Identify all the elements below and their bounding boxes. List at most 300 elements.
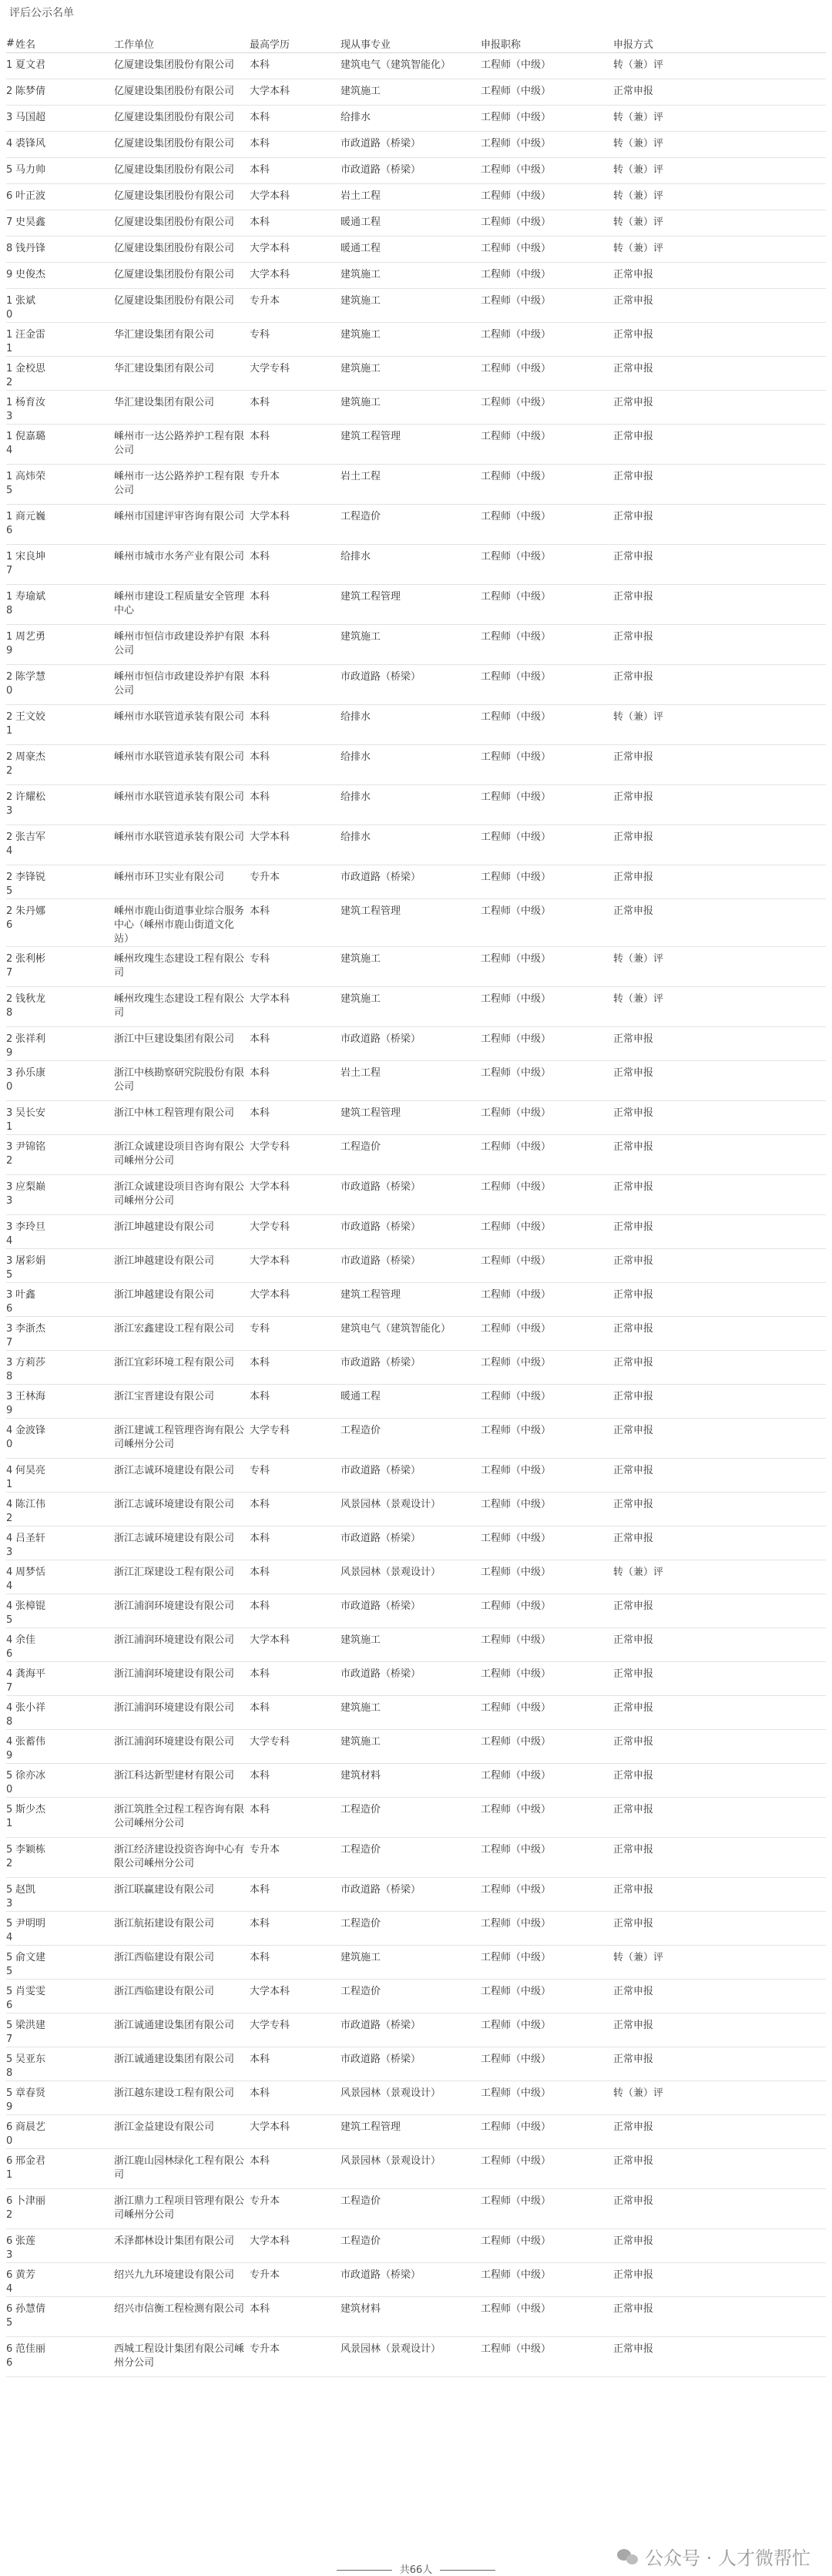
cell-employer: 亿厦建设集团股份有限公司 [114, 158, 250, 184]
cell-method: 正常申报 [613, 391, 826, 425]
cell-specialty: 建筑施工 [341, 79, 481, 106]
table-row [6, 1560, 826, 1594]
cell-name: 杨育汝 [15, 391, 114, 425]
table-row [6, 2297, 826, 2337]
table-row [6, 184, 826, 210]
cell-name: 尹锦铭 [15, 1135, 114, 1175]
cell-specialty: 暖通工程 [341, 237, 481, 263]
cell-specialty: 工程造价 [341, 2189, 481, 2229]
table-row [6, 665, 826, 705]
cell-employer: 浙江诚通建设集团有限公司 [114, 2047, 250, 2081]
cell-name: 吴长安 [15, 1101, 114, 1135]
cell-specialty: 市政道路（桥梁） [341, 1662, 481, 1696]
cell-education: 大学本科 [250, 2115, 341, 2149]
cell-title: 工程师（中级） [481, 2297, 613, 2337]
cell-name: 金波锋 [15, 1419, 114, 1459]
cell-method: 正常申报 [613, 357, 826, 391]
cell-specialty: 市政道路（桥梁） [341, 665, 481, 705]
cell-title: 工程师（中级） [481, 899, 613, 947]
cell-specialty: 给排水 [341, 545, 481, 585]
cell-method: 正常申报 [613, 865, 826, 899]
cell-employer: 浙江浦润环境建设有限公司 [114, 1594, 250, 1628]
cell-method: 正常申报 [613, 665, 826, 705]
cell-name: 高炜荣 [15, 465, 114, 505]
cell-name: 屠彩娟 [15, 1249, 114, 1283]
cell-number: 26 [6, 899, 15, 947]
cell-education: 本科 [250, 1351, 341, 1385]
cell-title: 工程师（中级） [481, 465, 613, 505]
table-row [6, 323, 826, 357]
cell-employer: 浙江航拓建设有限公司 [114, 1912, 250, 1946]
cell-number: 50 [6, 1764, 15, 1798]
cell-name: 马力帅 [15, 158, 114, 184]
cell-number: 3 [6, 106, 15, 132]
cell-specialty: 市政道路（桥梁） [341, 865, 481, 899]
cell-name: 何昊亮 [15, 1459, 114, 1493]
cell-method: 正常申报 [613, 785, 826, 825]
table-row [6, 2229, 826, 2263]
cell-title: 工程师（中级） [481, 1628, 613, 1662]
table-row [6, 2081, 826, 2115]
cell-employer: 浙江坤越建设有限公司 [114, 1215, 250, 1249]
cell-number: 42 [6, 1493, 15, 1526]
cell-specialty: 岩土工程 [341, 1061, 481, 1101]
cell-employer: 浙江宜彩环境工程有限公司 [114, 1351, 250, 1385]
cell-title: 工程师（中级） [481, 1730, 613, 1764]
cell-method: 转（兼）评 [613, 237, 826, 263]
cell-education: 本科 [250, 785, 341, 825]
cell-name: 商元巍 [15, 505, 114, 545]
cell-education: 大学专科 [250, 1730, 341, 1764]
cell-education: 本科 [250, 1878, 341, 1912]
table-row [6, 1459, 826, 1493]
cell-name: 周梦恬 [15, 1560, 114, 1594]
cell-specialty: 暖通工程 [341, 1385, 481, 1419]
table-row [6, 1385, 826, 1419]
cell-specialty: 建筑施工 [341, 625, 481, 665]
cell-title: 工程师（中级） [481, 825, 613, 865]
cell-specialty: 建筑施工 [341, 1946, 481, 1980]
cell-education: 专科 [250, 1459, 341, 1493]
cell-name: 龚海平 [15, 1662, 114, 1696]
cell-education: 本科 [250, 1798, 341, 1838]
cell-number: 52 [6, 1838, 15, 1878]
cell-employer: 浙江汇琛建设工程有限公司 [114, 1560, 250, 1594]
cell-name: 梁洪建 [15, 2013, 114, 2047]
cell-employer: 亿厦建设集团股份有限公司 [114, 132, 250, 158]
cell-employer: 浙江诚通建设集团有限公司 [114, 2013, 250, 2047]
cell-employer: 浙江建诚工程管理咨询有限公司嵊州分公司 [114, 1419, 250, 1459]
table-row [6, 825, 826, 865]
cell-education: 本科 [250, 132, 341, 158]
cell-method: 正常申报 [613, 505, 826, 545]
cell-employer: 浙江越东建设工程有限公司 [114, 2081, 250, 2115]
cell-method: 正常申报 [613, 1628, 826, 1662]
table-row [6, 237, 826, 263]
table-row [6, 1526, 826, 1560]
cell-method: 正常申报 [613, 1980, 826, 2013]
cell-number: 13 [6, 391, 15, 425]
cell-specialty: 工程造价 [341, 1912, 481, 1946]
cell-education: 大学本科 [250, 1980, 341, 2013]
cell-name: 张樟锟 [15, 1594, 114, 1628]
cell-number: 54 [6, 1912, 15, 1946]
table-row [6, 1419, 826, 1459]
wechat-watermark [617, 2543, 810, 2570]
cell-title: 工程师（中级） [481, 1838, 613, 1878]
cell-employer: 浙江众诚建设项目咨询有限公司嵊州分公司 [114, 1175, 250, 1215]
cell-employer: 浙江志诚环境建设有限公司 [114, 1493, 250, 1526]
cell-specialty: 岩土工程 [341, 184, 481, 210]
cell-name: 裘锋风 [15, 132, 114, 158]
total-count-label: 共66人 [399, 2564, 433, 2576]
cell-title: 工程师（中级） [481, 1526, 613, 1560]
cell-number: 45 [6, 1594, 15, 1628]
cell-employer: 亿厦建设集团股份有限公司 [114, 210, 250, 237]
cell-name: 徐亦冰 [15, 1764, 114, 1798]
cell-education: 本科 [250, 2149, 341, 2189]
cell-title: 工程师（中级） [481, 158, 613, 184]
cell-number: 2 [6, 79, 15, 106]
cell-method: 正常申报 [613, 1351, 826, 1385]
cell-method: 正常申报 [613, 625, 826, 665]
cell-name: 张小祥 [15, 1696, 114, 1730]
cell-education: 本科 [250, 2047, 341, 2081]
cell-specialty: 暖通工程 [341, 210, 481, 237]
cell-number: 48 [6, 1696, 15, 1730]
cell-method: 正常申报 [613, 2047, 826, 2081]
cell-number: 51 [6, 1798, 15, 1838]
cell-education: 本科 [250, 1526, 341, 1560]
cell-number: 59 [6, 2081, 15, 2115]
cell-specialty: 建筑电气（建筑智能化） [341, 1317, 481, 1351]
cell-employer: 浙江西临建设有限公司 [114, 1946, 250, 1980]
cell-name: 方莉莎 [15, 1351, 114, 1385]
cell-number: 14 [6, 425, 15, 465]
cell-number: 39 [6, 1385, 15, 1419]
cell-education: 本科 [250, 1946, 341, 1980]
cell-title: 工程师（中级） [481, 357, 613, 391]
cell-education: 本科 [250, 1385, 341, 1419]
cell-method: 正常申报 [613, 1027, 826, 1061]
cell-method: 正常申报 [613, 585, 826, 625]
cell-number: 31 [6, 1101, 15, 1135]
table-row [6, 505, 826, 545]
cell-education: 大学本科 [250, 1249, 341, 1283]
cell-name: 张蓄伟 [15, 1730, 114, 1764]
cell-specialty: 建筑施工 [341, 391, 481, 425]
cell-specialty: 工程造价 [341, 2229, 481, 2263]
cell-name: 朱丹娜 [15, 899, 114, 947]
column-header-employer: 工作单位 [114, 34, 250, 53]
cell-specialty: 工程造价 [341, 1980, 481, 2013]
cell-name: 吴亚东 [15, 2047, 114, 2081]
cell-method: 正常申报 [613, 1838, 826, 1878]
cell-specialty: 建筑施工 [341, 289, 481, 323]
cell-title: 工程师（中级） [481, 1175, 613, 1215]
cell-name: 钱秋龙 [15, 987, 114, 1027]
cell-education: 大学本科 [250, 1628, 341, 1662]
cell-number: 62 [6, 2189, 15, 2229]
cell-number: 66 [6, 2337, 15, 2377]
cell-method: 正常申报 [613, 825, 826, 865]
cell-number: 43 [6, 1526, 15, 1560]
cell-education: 专升本 [250, 289, 341, 323]
cell-employer: 亿厦建设集团股份有限公司 [114, 289, 250, 323]
cell-title: 工程师（中级） [481, 425, 613, 465]
table-row [6, 465, 826, 505]
cell-employer: 嵊州市水联管道承装有限公司 [114, 745, 250, 785]
cell-name: 陈江伟 [15, 1493, 114, 1526]
cell-title: 工程师（中级） [481, 106, 613, 132]
cell-specialty: 风景园林（景观设计） [341, 1493, 481, 1526]
table-row [6, 391, 826, 425]
table-row [6, 1283, 826, 1317]
cell-name: 马国超 [15, 106, 114, 132]
cell-name: 陈梦倩 [15, 79, 114, 106]
cell-number: 57 [6, 2013, 15, 2047]
cell-title: 工程师（中级） [481, 1061, 613, 1101]
table-row [6, 1249, 826, 1283]
cell-number: 64 [6, 2263, 15, 2297]
cell-employer: 嵊州市城市水务产业有限公司 [114, 545, 250, 585]
cell-method: 正常申报 [613, 1459, 826, 1493]
cell-title: 工程师（中级） [481, 545, 613, 585]
cell-education: 专科 [250, 323, 341, 357]
table-row [6, 705, 826, 745]
cell-employer: 浙江中林工程管理有限公司 [114, 1101, 250, 1135]
cell-method: 正常申报 [613, 1878, 826, 1912]
cell-number: 19 [6, 625, 15, 665]
cell-employer: 浙江志诚环境建设有限公司 [114, 1459, 250, 1493]
cell-education: 专科 [250, 1317, 341, 1351]
cell-title: 工程师（中级） [481, 79, 613, 106]
cell-employer: 嵊州市环卫实业有限公司 [114, 865, 250, 899]
cell-name: 李颖栋 [15, 1838, 114, 1878]
cell-method: 正常申报 [613, 1135, 826, 1175]
table-row [6, 2149, 826, 2189]
cell-method: 正常申报 [613, 745, 826, 785]
cell-method: 正常申报 [613, 899, 826, 947]
cell-specialty: 工程造价 [341, 1419, 481, 1459]
cell-number: 8 [6, 237, 15, 263]
cell-employer: 禾泽都林设计集团有限公司 [114, 2229, 250, 2263]
cell-employer: 浙江浦润环境建设有限公司 [114, 1628, 250, 1662]
table-row [6, 1101, 826, 1135]
cell-name: 金校思 [15, 357, 114, 391]
cell-number: 29 [6, 1027, 15, 1061]
cell-name: 俞文建 [15, 1946, 114, 1980]
cell-education: 大学本科 [250, 505, 341, 545]
cell-employer: 华汇建设集团有限公司 [114, 323, 250, 357]
cell-name: 周豪杰 [15, 745, 114, 785]
cell-name: 叶鑫 [15, 1283, 114, 1317]
cell-method: 正常申报 [613, 2263, 826, 2297]
cell-specialty: 给排水 [341, 825, 481, 865]
cell-education: 大学专科 [250, 357, 341, 391]
table-row [6, 1594, 826, 1628]
cell-specialty: 建筑工程管理 [341, 1101, 481, 1135]
cell-specialty: 建筑材料 [341, 1764, 481, 1798]
cell-number: 28 [6, 987, 15, 1027]
table-row [6, 625, 826, 665]
cell-title: 工程师（中级） [481, 1798, 613, 1838]
cell-employer: 华汇建设集团有限公司 [114, 357, 250, 391]
cell-number: 44 [6, 1560, 15, 1594]
cell-education: 专升本 [250, 865, 341, 899]
cell-number: 41 [6, 1459, 15, 1493]
table-row [6, 1838, 826, 1878]
cell-title: 工程师（中级） [481, 1317, 613, 1351]
cell-method: 正常申报 [613, 1594, 826, 1628]
cell-title: 工程师（中级） [481, 1662, 613, 1696]
cell-method: 正常申报 [613, 1662, 826, 1696]
cell-specialty: 市政道路（桥梁） [341, 1215, 481, 1249]
cell-specialty: 建筑施工 [341, 1696, 481, 1730]
column-header-title: 申报职称 [481, 34, 613, 53]
cell-method: 正常申报 [613, 1419, 826, 1459]
cell-name: 张吉军 [15, 825, 114, 865]
cell-number: 10 [6, 289, 15, 323]
cell-title: 工程师（中级） [481, 263, 613, 289]
cell-education: 大学本科 [250, 1175, 341, 1215]
cell-education: 本科 [250, 625, 341, 665]
table-row [6, 1215, 826, 1249]
cell-specialty: 给排水 [341, 106, 481, 132]
cell-number: 9 [6, 263, 15, 289]
cell-specialty: 建筑施工 [341, 263, 481, 289]
cell-specialty: 市政道路（桥梁） [341, 2013, 481, 2047]
cell-employer: 浙江金益建设有限公司 [114, 2115, 250, 2149]
cell-name: 斯少杰 [15, 1798, 114, 1838]
table-row [6, 1317, 826, 1351]
cell-employer: 浙江鹿山园林绿化工程有限公司 [114, 2149, 250, 2189]
cell-employer: 浙江坤越建设有限公司 [114, 1249, 250, 1283]
cell-name: 钱丹锋 [15, 237, 114, 263]
cell-number: 7 [6, 210, 15, 237]
cell-employer: 嵊州市建设工程质量安全管理中心 [114, 585, 250, 625]
cell-number: 36 [6, 1283, 15, 1317]
cell-number: 55 [6, 1946, 15, 1980]
cell-employer: 嵊州玫瑰生态建设工程有限公司 [114, 987, 250, 1027]
cell-number: 46 [6, 1628, 15, 1662]
cell-title: 工程师（中级） [481, 2229, 613, 2263]
cell-name: 商晨艺 [15, 2115, 114, 2149]
cell-education: 本科 [250, 425, 341, 465]
cell-title: 工程师（中级） [481, 132, 613, 158]
cell-employer: 嵊州市国建评审咨询有限公司 [114, 505, 250, 545]
cell-number: 32 [6, 1135, 15, 1175]
table-row [6, 1878, 826, 1912]
cell-education: 大学本科 [250, 79, 341, 106]
cell-specialty: 市政道路（桥梁） [341, 1027, 481, 1061]
cell-education: 本科 [250, 210, 341, 237]
cell-education: 专科 [250, 947, 341, 987]
footer-rule-left [337, 2570, 392, 2571]
cell-number: 25 [6, 865, 15, 899]
table-row [6, 1798, 826, 1838]
cell-employer: 浙江宏鑫建设工程有限公司 [114, 1317, 250, 1351]
cell-employer: 浙江科达新型建材有限公司 [114, 1764, 250, 1798]
cell-method: 正常申报 [613, 2013, 826, 2047]
cell-method: 正常申报 [613, 1317, 826, 1351]
cell-title: 工程师（中级） [481, 1493, 613, 1526]
cell-method: 转（兼）评 [613, 987, 826, 1027]
cell-method: 转（兼）评 [613, 1946, 826, 1980]
cell-method: 正常申报 [613, 1249, 826, 1283]
cell-title: 工程师（中级） [481, 625, 613, 665]
cell-education: 本科 [250, 1912, 341, 1946]
cell-title: 工程师（中级） [481, 1215, 613, 1249]
cell-title: 工程师（中级） [481, 987, 613, 1027]
cell-education: 本科 [250, 158, 341, 184]
cell-specialty: 工程造价 [341, 1135, 481, 1175]
cell-education: 专升本 [250, 2263, 341, 2297]
cell-number: 11 [6, 323, 15, 357]
cell-title: 工程师（中级） [481, 1594, 613, 1628]
watermark-text: 公众号 · 人才微帮忙 [645, 2547, 810, 2569]
cell-number: 20 [6, 665, 15, 705]
table-row [6, 2189, 826, 2229]
page-title: 评后公示名单 [9, 7, 74, 19]
cell-employer: 浙江坤越建设有限公司 [114, 1283, 250, 1317]
cell-employer: 嵊州市一达公路养护工程有限公司 [114, 425, 250, 465]
cell-method: 正常申报 [613, 465, 826, 505]
cell-employer: 浙江联赢建设有限公司 [114, 1878, 250, 1912]
cell-specialty: 建筑施工 [341, 1730, 481, 1764]
cell-name: 尹明明 [15, 1912, 114, 1946]
footer-rule-right [440, 2570, 495, 2571]
cell-name: 黄芳 [15, 2263, 114, 2297]
cell-employer: 绍兴市信衡工程检测有限公司 [114, 2297, 250, 2337]
cell-name: 张斌 [15, 289, 114, 323]
cell-education: 本科 [250, 2081, 341, 2115]
cell-specialty: 工程造价 [341, 1838, 481, 1878]
table-row [6, 1730, 826, 1764]
cell-specialty: 风景园林（景观设计） [341, 2081, 481, 2115]
cell-specialty: 市政道路（桥梁） [341, 1249, 481, 1283]
cell-number: 6 [6, 184, 15, 210]
table-row [6, 745, 826, 785]
cell-title: 工程师（中级） [481, 237, 613, 263]
cell-number: 17 [6, 545, 15, 585]
cell-method: 转（兼）评 [613, 132, 826, 158]
cell-education: 本科 [250, 545, 341, 585]
cell-education: 大学本科 [250, 987, 341, 1027]
cell-education: 本科 [250, 1662, 341, 1696]
cell-specialty: 风景园林（景观设计） [341, 2337, 481, 2377]
cell-education: 本科 [250, 899, 341, 947]
cell-specialty: 工程造价 [341, 1798, 481, 1838]
cell-title: 工程师（中级） [481, 947, 613, 987]
cell-employer: 浙江筑胜全过程工程咨询有限公司嵊州分公司 [114, 1798, 250, 1838]
cell-title: 工程师（中级） [481, 2189, 613, 2229]
cell-number: 23 [6, 785, 15, 825]
cell-specialty: 建筑工程管理 [341, 899, 481, 947]
cell-name: 李浙杰 [15, 1317, 114, 1351]
table-row [6, 357, 826, 391]
cell-employer: 亿厦建设集团股份有限公司 [114, 263, 250, 289]
cell-method: 正常申报 [613, 2297, 826, 2337]
cell-title: 工程师（中级） [481, 1980, 613, 2013]
cell-title: 工程师（中级） [481, 323, 613, 357]
cell-education: 大学专科 [250, 1419, 341, 1459]
cell-method: 正常申报 [613, 1175, 826, 1215]
cell-education: 专升本 [250, 2189, 341, 2229]
cell-specialty: 工程造价 [341, 505, 481, 545]
cell-specialty: 市政道路（桥梁） [341, 132, 481, 158]
cell-education: 大学本科 [250, 237, 341, 263]
